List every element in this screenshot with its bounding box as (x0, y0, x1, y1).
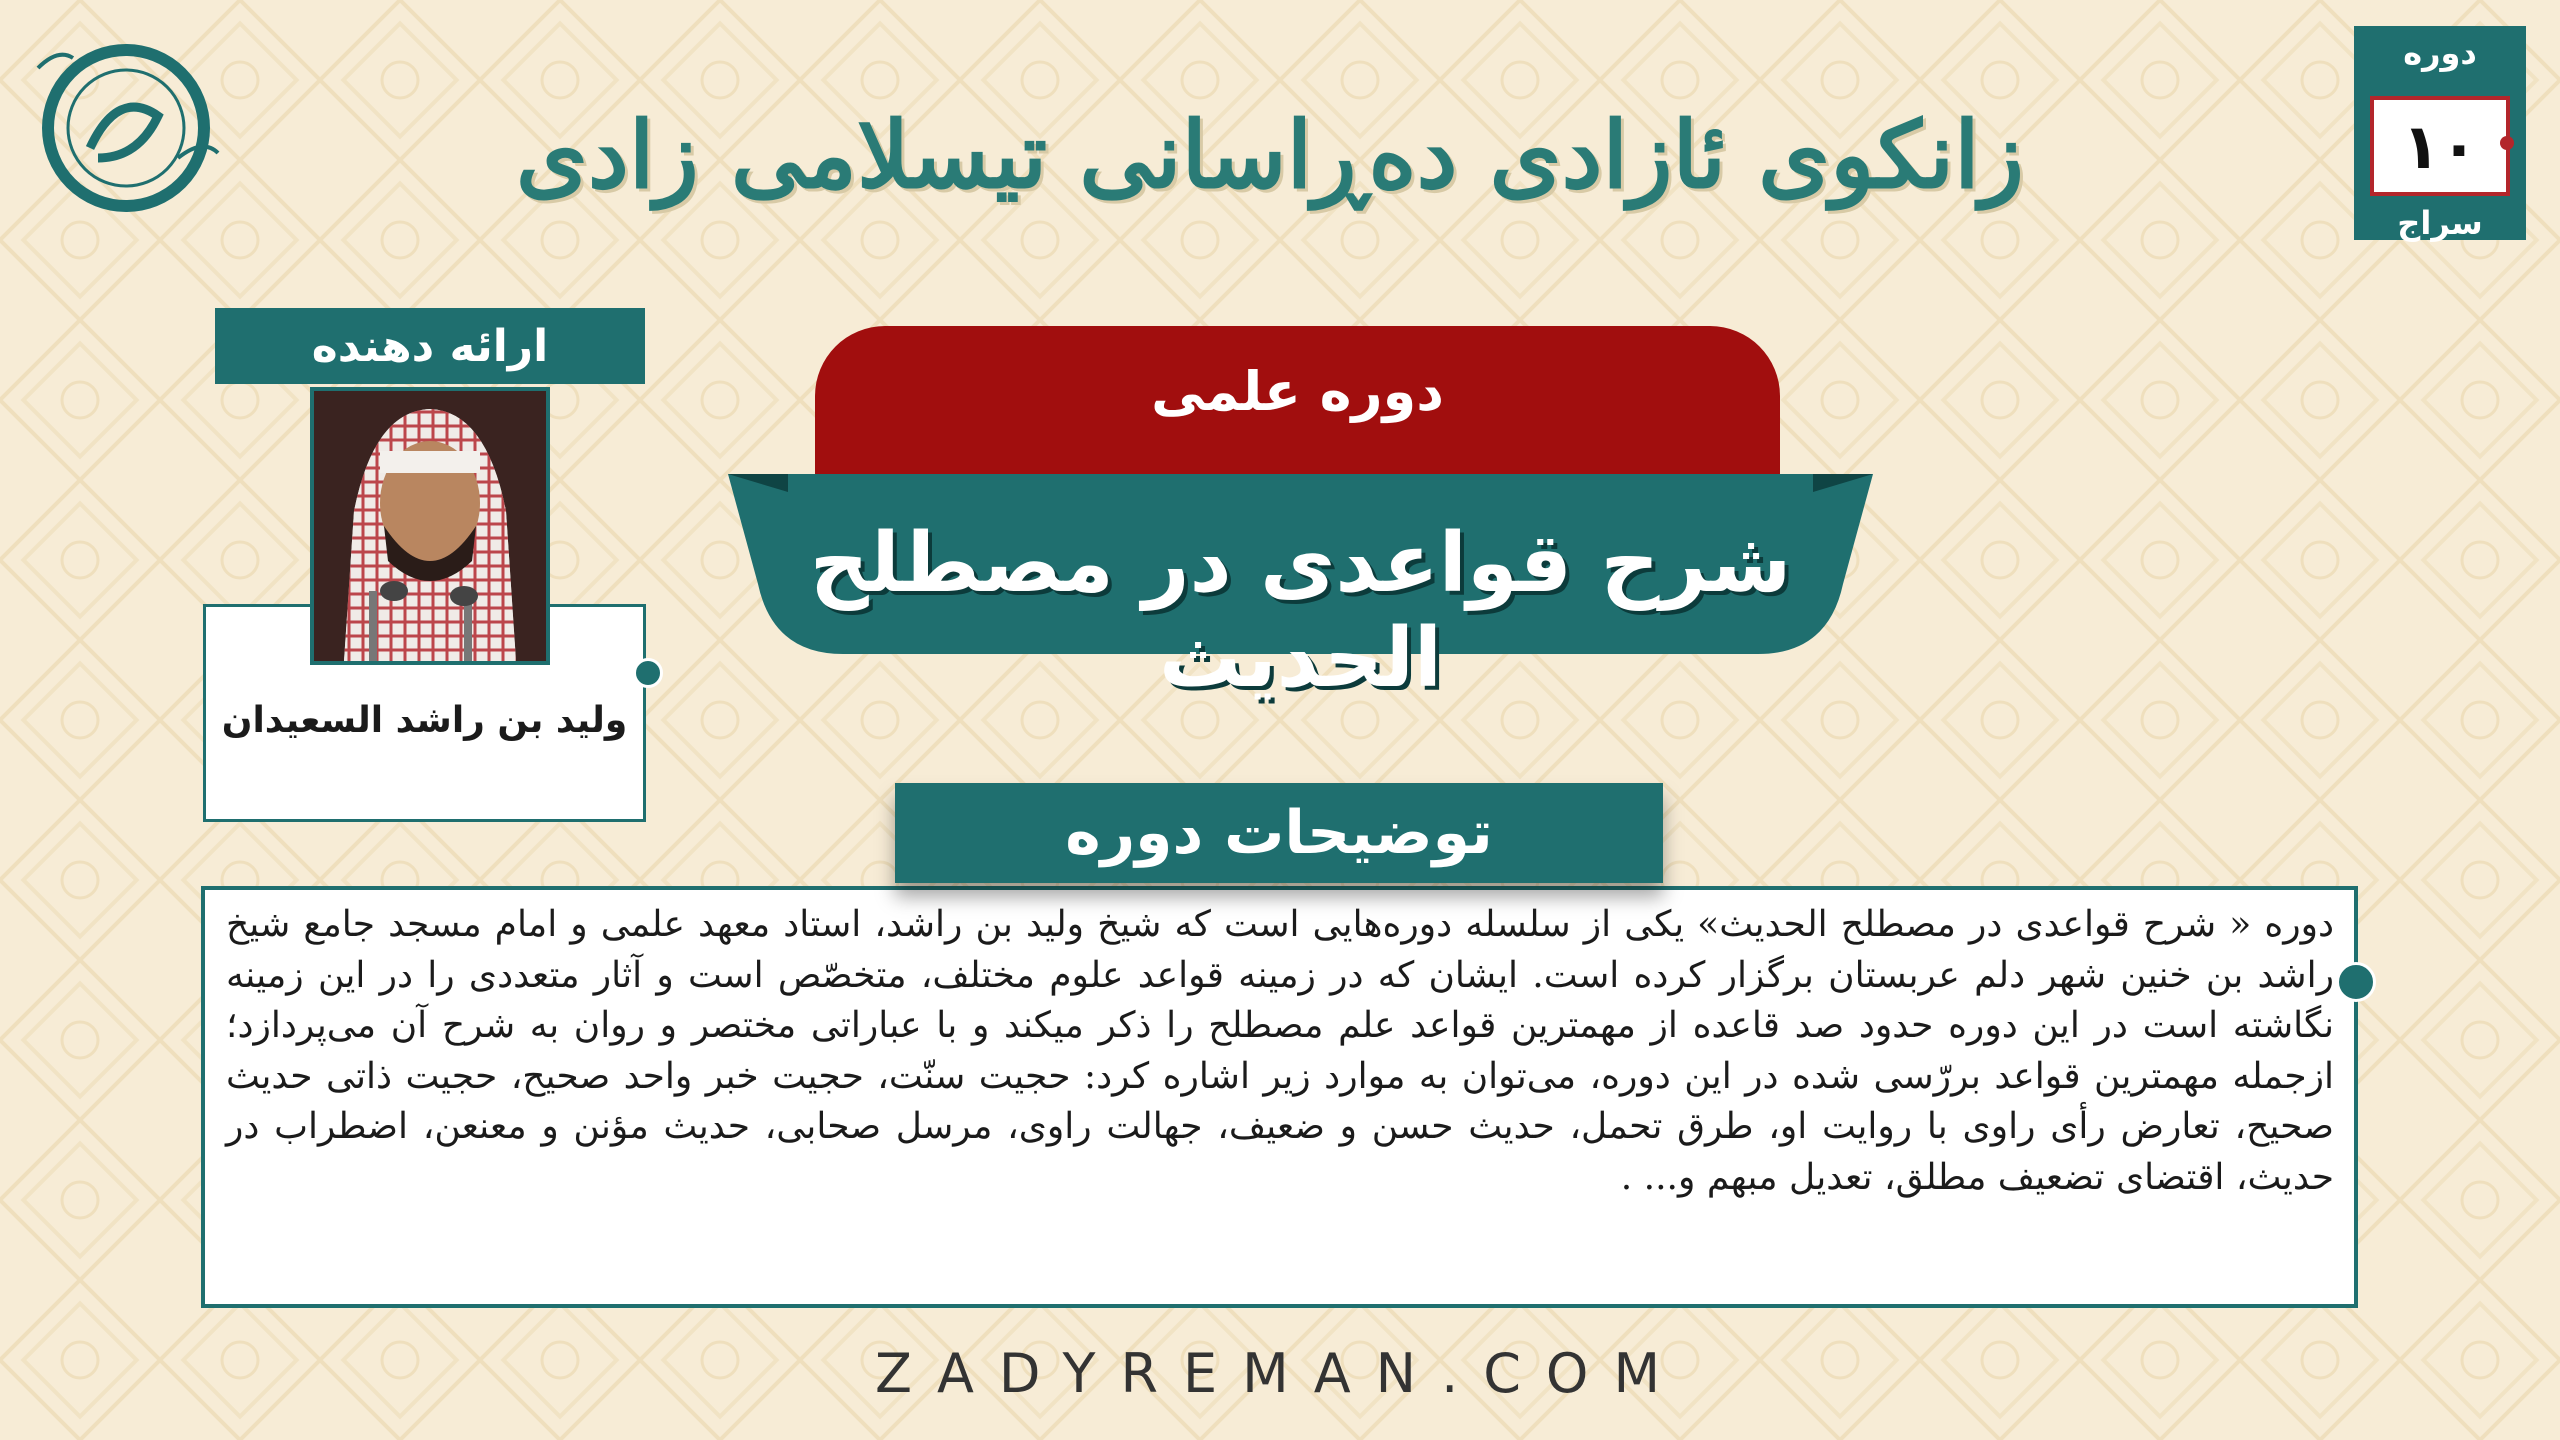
description-box-dot (2336, 962, 2376, 1002)
badge-top-label: دوره (2403, 34, 2477, 72)
course-number-badge (2354, 26, 2526, 240)
description-title: توضیحات دوره (895, 783, 1663, 883)
site-logo (28, 28, 233, 233)
presenter-photo (310, 387, 550, 665)
footer-website: ZADYREMAN.COM (874, 1342, 1686, 1405)
course-type-label: دوره علمی (1151, 360, 1444, 423)
badge-number: ۱۰ (2370, 96, 2510, 196)
presenter-card-dot (633, 658, 663, 688)
description-text: دوره « شرح قواعدی در مصطلح الحدیث» یکی از سلسله دوره‌هایی است که شیخ ولید بن راشد، استاد معهد علمی و امام مسجد جامع شیخ راشد بن خنین شهر دلم عربستان برگزار کرده است. ایشان که در زمینه قواعد علوم مختلف، متخصّص است و آثار متعددی را در این زمینه نگاشته است در این دوره حدود صد قاعده از مهمترین قواعد علم مصطلح را ذکر میکند و با عباراتی مختصر و روان به شرح آن می‌پردازد؛ ازجمله مهمترین قواعد بررّسی شده در این دوره، می‌توان به موارد زیر اشاره کرد: حجیت سنّت، حجیت خبر واحد صحیح، حجیت ذاتی حدیث صحیح، تعارض رأی راوی با روایت او، طرق تحمل، حدیث حسن و ضعیف، جهالت راوی، مرسل صحابی، حدیث مؤنن و معنعن، اضطراب در حدیث، اقتضای تضعیف مطلق، تعدیل مبهم و... . (226, 904, 2335, 1198)
presenter-label: ارائه دهنده (215, 308, 645, 384)
header-calligraphy: زانکوی ئازادی دەڕاسانی تیسلامی زادی (515, 101, 2025, 209)
badge-dot (2500, 136, 2514, 150)
badge-bottom-label: سراج (2397, 204, 2483, 242)
course-title: شرح قواعدی در مصطلح الحدیث (809, 516, 1792, 706)
presenter-name: ولید بن راشد السعیدان (221, 700, 628, 741)
